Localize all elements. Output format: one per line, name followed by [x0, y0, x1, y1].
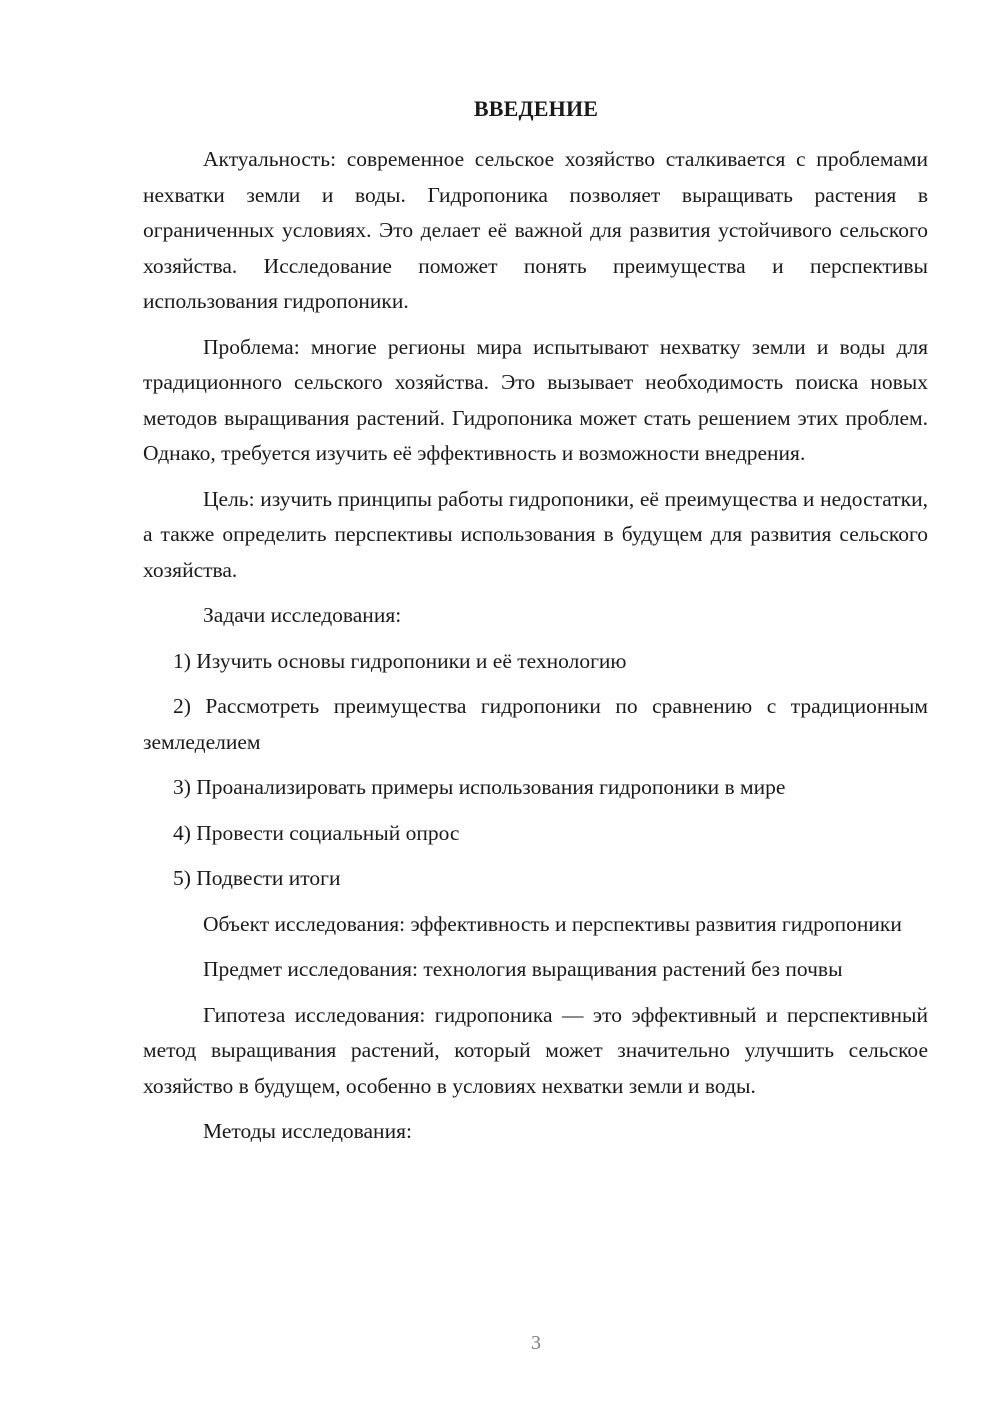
object-paragraph: Объект исследования: эффективность и перспективы развития гидропоники — [203, 911, 902, 936]
subject-paragraph: Предмет исследования: технология выращивания растений без почвы — [203, 957, 843, 981]
relevance-paragraph: Актуальность: современное сельское хозяйство сталкивается с проблемами нехватки земли и воды. Гидропоника позволяет выращивать растения в ограниченных условиях. Это делает её важной для развития устойчивого сельского хозяйства. Исследование поможет понять преимущества и перспективы использования гидропоники. — [143, 147, 928, 313]
task-item-5: 5) Подвести итоги — [173, 866, 341, 890]
task-item-4: 4) Провести социальный опрос — [173, 820, 460, 845]
problem-paragraph: Проблема: многие регионы мира испытывают нехватку земли и воды для традиционного сельского хозяйства. Это вызывает необходимость поиска новых методов выращивания растений. Гидропоника может стать решением этих проблем. Однако, требуется изучить её эффективность и возможности внедрения. — [143, 334, 928, 465]
document-body — [143, 142, 928, 1150]
hypothesis-paragraph: Гипотеза исследования: гидропоника — это эффективный и перспективный метод выращивания растений, который может значительно улучшить сельское хозяйство в будущем, особенно в условиях нехватки земли и воды. — [143, 1002, 928, 1098]
task-item-1: 1) Изучить основы гидропоники и её технологию — [173, 648, 627, 673]
goal-paragraph: Цель: изучить принципы работы гидропоники, её преимущества и недостатки, а также определить перспективы использования в будущем для развития сельского хозяйства. — [143, 486, 928, 582]
task-item-2: 2) Рассмотреть преимущества гидропоники по сравнению с традиционным земледелием — [143, 694, 928, 754]
tasks-title: Задачи исследования: — [203, 603, 402, 627]
task-item-3: 3) Проанализировать примеры использования гидропоники в мире — [173, 775, 786, 799]
page-title: ВВЕДЕНИЕ — [473, 96, 599, 121]
methods-title: Методы исследования: — [203, 1119, 412, 1143]
page-number: 3 — [531, 1332, 541, 1354]
